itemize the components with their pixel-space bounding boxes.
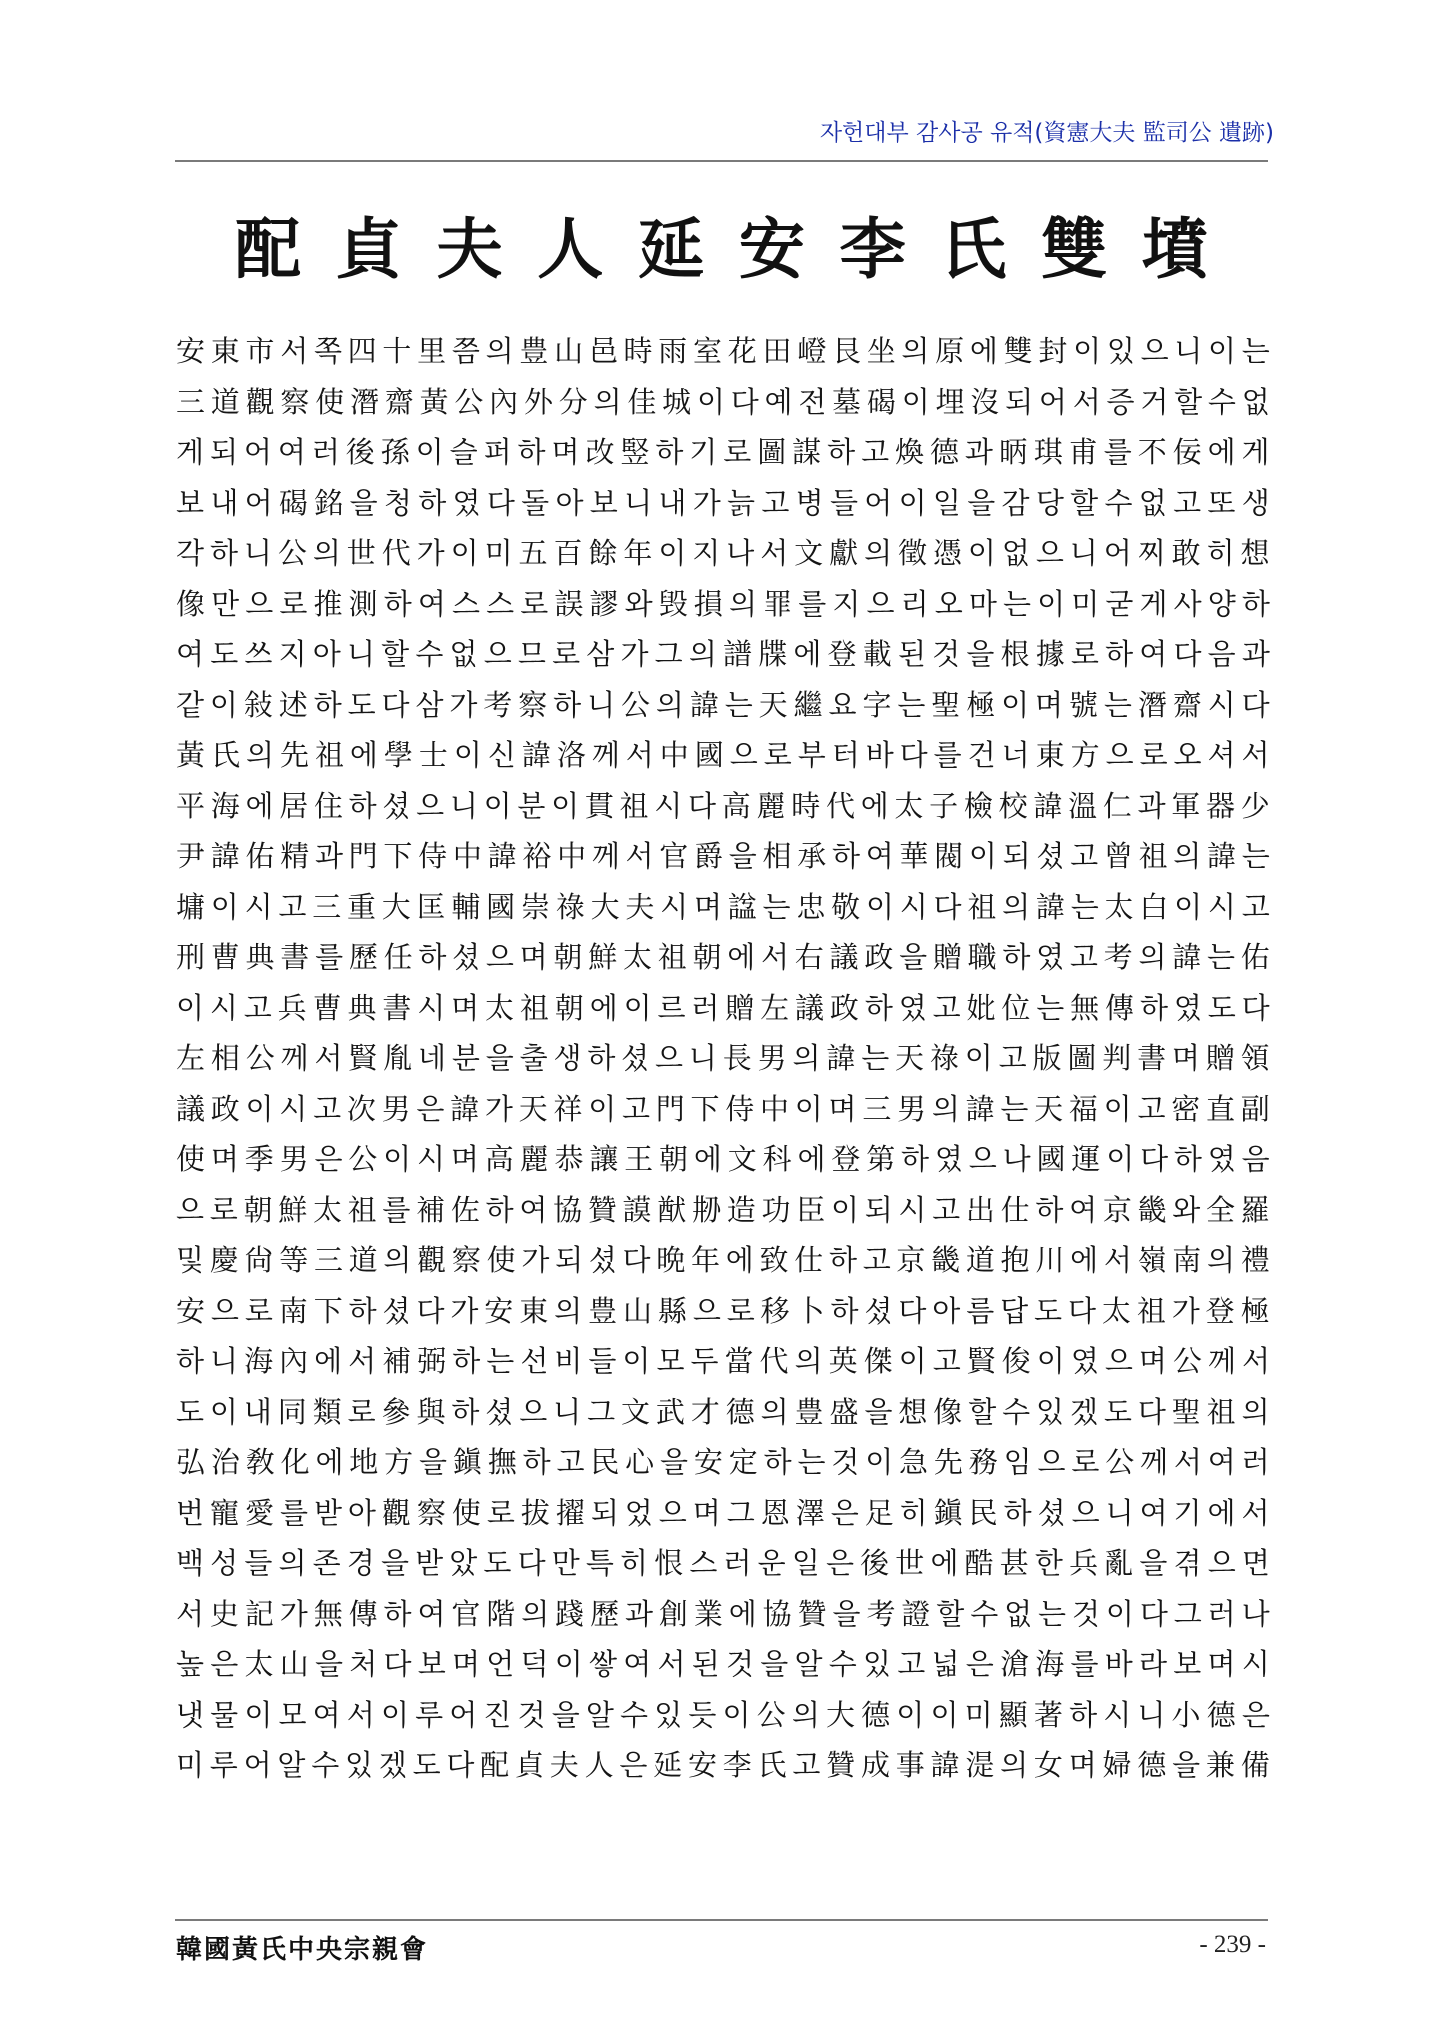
text-line: 냇 물 이 모 여 서 이 루 어 진 것 을 알 수 있 듯 이 公 의 大 德 이 이 미 顯 著 하 시 니 小 德 은 [176,1697,1270,1732]
footer-rule [175,1919,1268,1921]
text-line: 安 東 市 서 쪽 四 十 里 쯤 의 豊 山 邑 時 雨 室 花 田 嶝 艮 坐 의 原 에 雙 封 이 있 으 니 이 는 [176,334,1270,368]
running-header: 자헌대부 감사공 유적(資憲大夫 監司公 遺跡) [819,120,1274,146]
text-line: 으 로 朝 鮮 太 祖 를 補 佐 하 여 協 贊 謨 猷 刱 造 功 臣 이 되 시 고 出 仕 하 여 京 畿 와 全 羅 [176,1192,1270,1227]
text-line: 安 으 로 南 下 하 셨 다 가 安 東 의 豊 山 縣 으 로 移 卜 하 셨 다 아 름 답 도 다 太 祖 가 登 極 [176,1293,1270,1328]
text-line: 높 은 太 山 을 처 다 보 며 언 덕 이 쌓 여 서 된 것 을 알 수 있 고 넓 은 滄 海 를 바 라 보 며 시 [176,1647,1270,1681]
header-rule [175,160,1268,162]
text-line: 三 道 觀 察 使 潛 齋 黃 公 內 外 分 의 佳 城 이 다 예 전 墓 碣 이 埋 沒 되 어 서 증 거 할 수 없 [176,384,1270,419]
text-line: 보 내 어 碣 銘 을 청 하 였 다 돌 아 보 니 내 가 늙 고 병 들 어 이 일 을 감 당 할 수 없 고 또 생 [176,485,1270,520]
text-line: 墉 이 시 고 三 重 大 匡 輔 國 崇 祿 大 夫 시 며 諡 는 忠 敬 이 시 다 祖 의 諱 는 太 白 이 시 고 [176,889,1270,924]
text-line: 하 니 海 內 에 서 補 弼 하 는 선 비 들 이 모 두 當 代 의 英 傑 이 고 賢 俊 이 였 으 며 公 께 서 [176,1344,1270,1378]
text-line: 使 며 季 男 은 公 이 시 며 高 麗 恭 讓 王 朝 에 文 科 에 登 第 하 였 으 나 國 運 이 다 하 였 음 [176,1142,1270,1176]
footer-organization: 韓國黃氏中央宗親會 [176,1935,429,1965]
body-text [176,326,1270,1791]
text-line: 黃 氏 의 先 祖 에 學 士 이 신 諱 洛 께 서 中 國 으 로 부 터 바 다 를 건 너 東 方 으 로 오 셔 서 [176,738,1270,772]
text-line: 미 루 어 알 수 있 겠 도 다 配 貞 夫 人 은 延 安 李 氏 고 贊 成 事 諱 湜 의 女 며 婦 德 을 兼 備 [176,1748,1270,1782]
text-line: 刑 曹 典 書 를 歷 任 하 셨 으 며 朝 鮮 太 祖 朝 에 서 右 議 政 을 贈 職 하 였 고 考 의 諱 는 佑 [176,940,1270,974]
page-title: 配 貞 夫 人 延 安 李 氏 雙 墳 [235,210,1208,288]
text-line: 같 이 敍 述 하 도 다 삼 가 考 察 하 니 公 의 諱 는 天 繼 요 字 는 聖 極 이 며 號 는 潛 齋 시 다 [176,687,1270,722]
text-line: 게 되 어 여 러 後 孫 이 슬 퍼 하 며 改 竪 하 기 로 圖 謀 하 고 煥 德 과 昞 琪 甫 를 不 佞 에 게 [176,435,1270,469]
text-line: 이 시 고 兵 曹 典 書 시 며 太 祖 朝 에 이 르 러 贈 左 議 政 하 였 고 妣 位 는 無 傳 하 였 도 다 [176,990,1270,1025]
page-number: - 239 - [1199,1931,1266,1958]
text-line: 서 史 記 가 無 傳 하 여 官 階 의 踐 歷 과 創 業 에 協 贊 을 考 證 할 수 없 는 것 이 다 그 러 나 [176,1596,1270,1631]
text-line: 번 寵 愛 를 받 아 觀 察 使 로 拔 擢 되 었 으 며 그 恩 澤 은 足 히 鎭 民 하 셨 으 니 여 기 에 서 [176,1495,1270,1530]
text-line: 도 이 내 同 類 로 參 與 하 셨 으 니 그 文 武 才 德 의 豊 盛 을 想 像 할 수 있 겠 도 다 聖 祖 의 [176,1394,1270,1429]
text-line: 左 相 公 께 서 賢 胤 네 분 을 출 생 하 셨 으 니 長 男 의 諱 는 天 祿 이 고 版 圖 判 書 며 贈 領 [176,1041,1270,1075]
text-line: 여 도 쓰 지 아 니 할 수 없 으 므 로 삼 가 그 의 譜 牒 에 登 載 된 것 을 根 據 로 하 여 다 음 과 [176,637,1270,671]
text-line: 백 성 들 의 존 경 을 받 았 도 다 만 특 히 恨 스 러 운 일 은 後 世 에 酷 甚 한 兵 亂 을 겪 으 면 [176,1546,1270,1580]
text-line: 尹 諱 佑 精 과 門 下 侍 中 諱 裕 中 께 서 官 爵 을 相 承 하 여 華 閥 이 되 셨 고 曾 祖 의 諱 는 [176,839,1270,873]
text-line: 및 慶 尙 等 三 道 의 觀 察 使 가 되 셨 다 晩 年 에 致 仕 하 고 京 畿 道 抱 川 에 서 嶺 南 의 禮 [176,1243,1270,1277]
text-line: 像 만 으 로 推 測 하 여 스 스 로 誤 謬 와 毁 損 의 罪 를 지 으 리 오 마 는 이 미 굳 게 사 양 하 [176,586,1270,621]
text-line: 각 하 니 公 의 世 代 가 이 미 五 百 餘 年 이 지 나 서 文 獻 의 徵 憑 이 없 으 니 어 찌 敢 히 想 [176,536,1270,570]
text-line: 議 政 이 시 고 次 男 은 諱 가 天 祥 이 고 門 下 侍 中 이 며 三 男 의 諱 는 天 福 이 고 密 直 副 [176,1091,1270,1126]
text-line: 平 海 에 居 住 하 셨 으 니 이 분 이 貫 祖 시 다 高 麗 時 代 에 太 子 檢 校 諱 溫 仁 과 軍 器 少 [176,788,1270,823]
text-line: 弘 治 敎 化 에 地 方 을 鎭 撫 하 고 民 心 을 安 定 하 는 것 이 急 先 務 임 으 로 公 께 서 여 러 [176,1445,1270,1479]
